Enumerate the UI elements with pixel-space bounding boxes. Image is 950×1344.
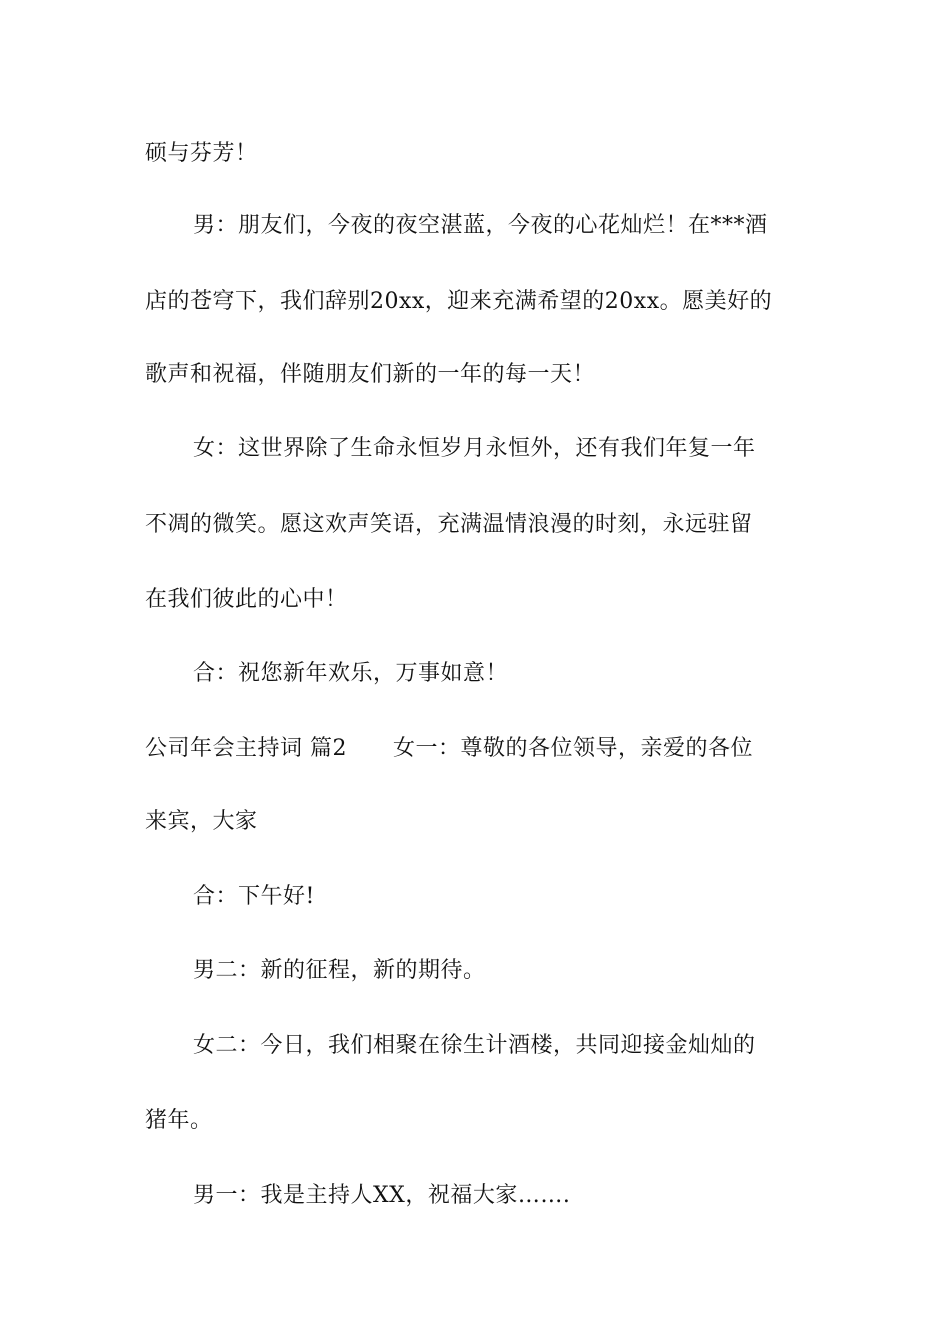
paragraph-line: 女二：今日，我们相聚在徐生计酒楼，共同迎接金灿灿的: [193, 1033, 756, 1058]
paragraph-line: 来宾，大家: [145, 809, 258, 834]
section-heading-line: [145, 734, 810, 764]
paragraph-line: 不凋的微笑。愿这欢声笑语，充满温情浪漫的时刻，永远驻留: [145, 512, 753, 537]
paragraph-line: 男：朋友们，今夜的夜空湛蓝，今夜的心花灿烂！在***酒: [193, 213, 768, 238]
paragraph-line: 硕与芬芳！: [145, 141, 258, 166]
paragraph-line: 在我们彼此的心中！: [145, 587, 348, 612]
paragraph-text: 女一：尊敬的各位领导，亲爱的各位: [393, 736, 754, 761]
paragraph-line: 男二：新的征程，新的期待。: [193, 958, 486, 983]
paragraph-line: 合：祝您新年欢乐，万事如意！: [193, 661, 509, 686]
paragraph-line: 猪年。: [145, 1108, 213, 1133]
paragraph-line: 合：下午好!: [193, 884, 315, 909]
paragraph-line: 歌声和祝福，伴随朋友们新的一年的每一天！: [145, 362, 596, 387]
paragraph-line: 店的苍穹下，我们辞别20xx，迎来充满希望的20xx。愿美好的: [145, 289, 773, 314]
paragraph-line: 女：这世界除了生命永恒岁月永恒外，还有我们年复一年: [193, 436, 756, 461]
paragraph-line: 男一：我是主持人XX，祝福大家…….: [193, 1183, 571, 1208]
section-heading: 公司年会主持词 篇2: [145, 736, 347, 761]
